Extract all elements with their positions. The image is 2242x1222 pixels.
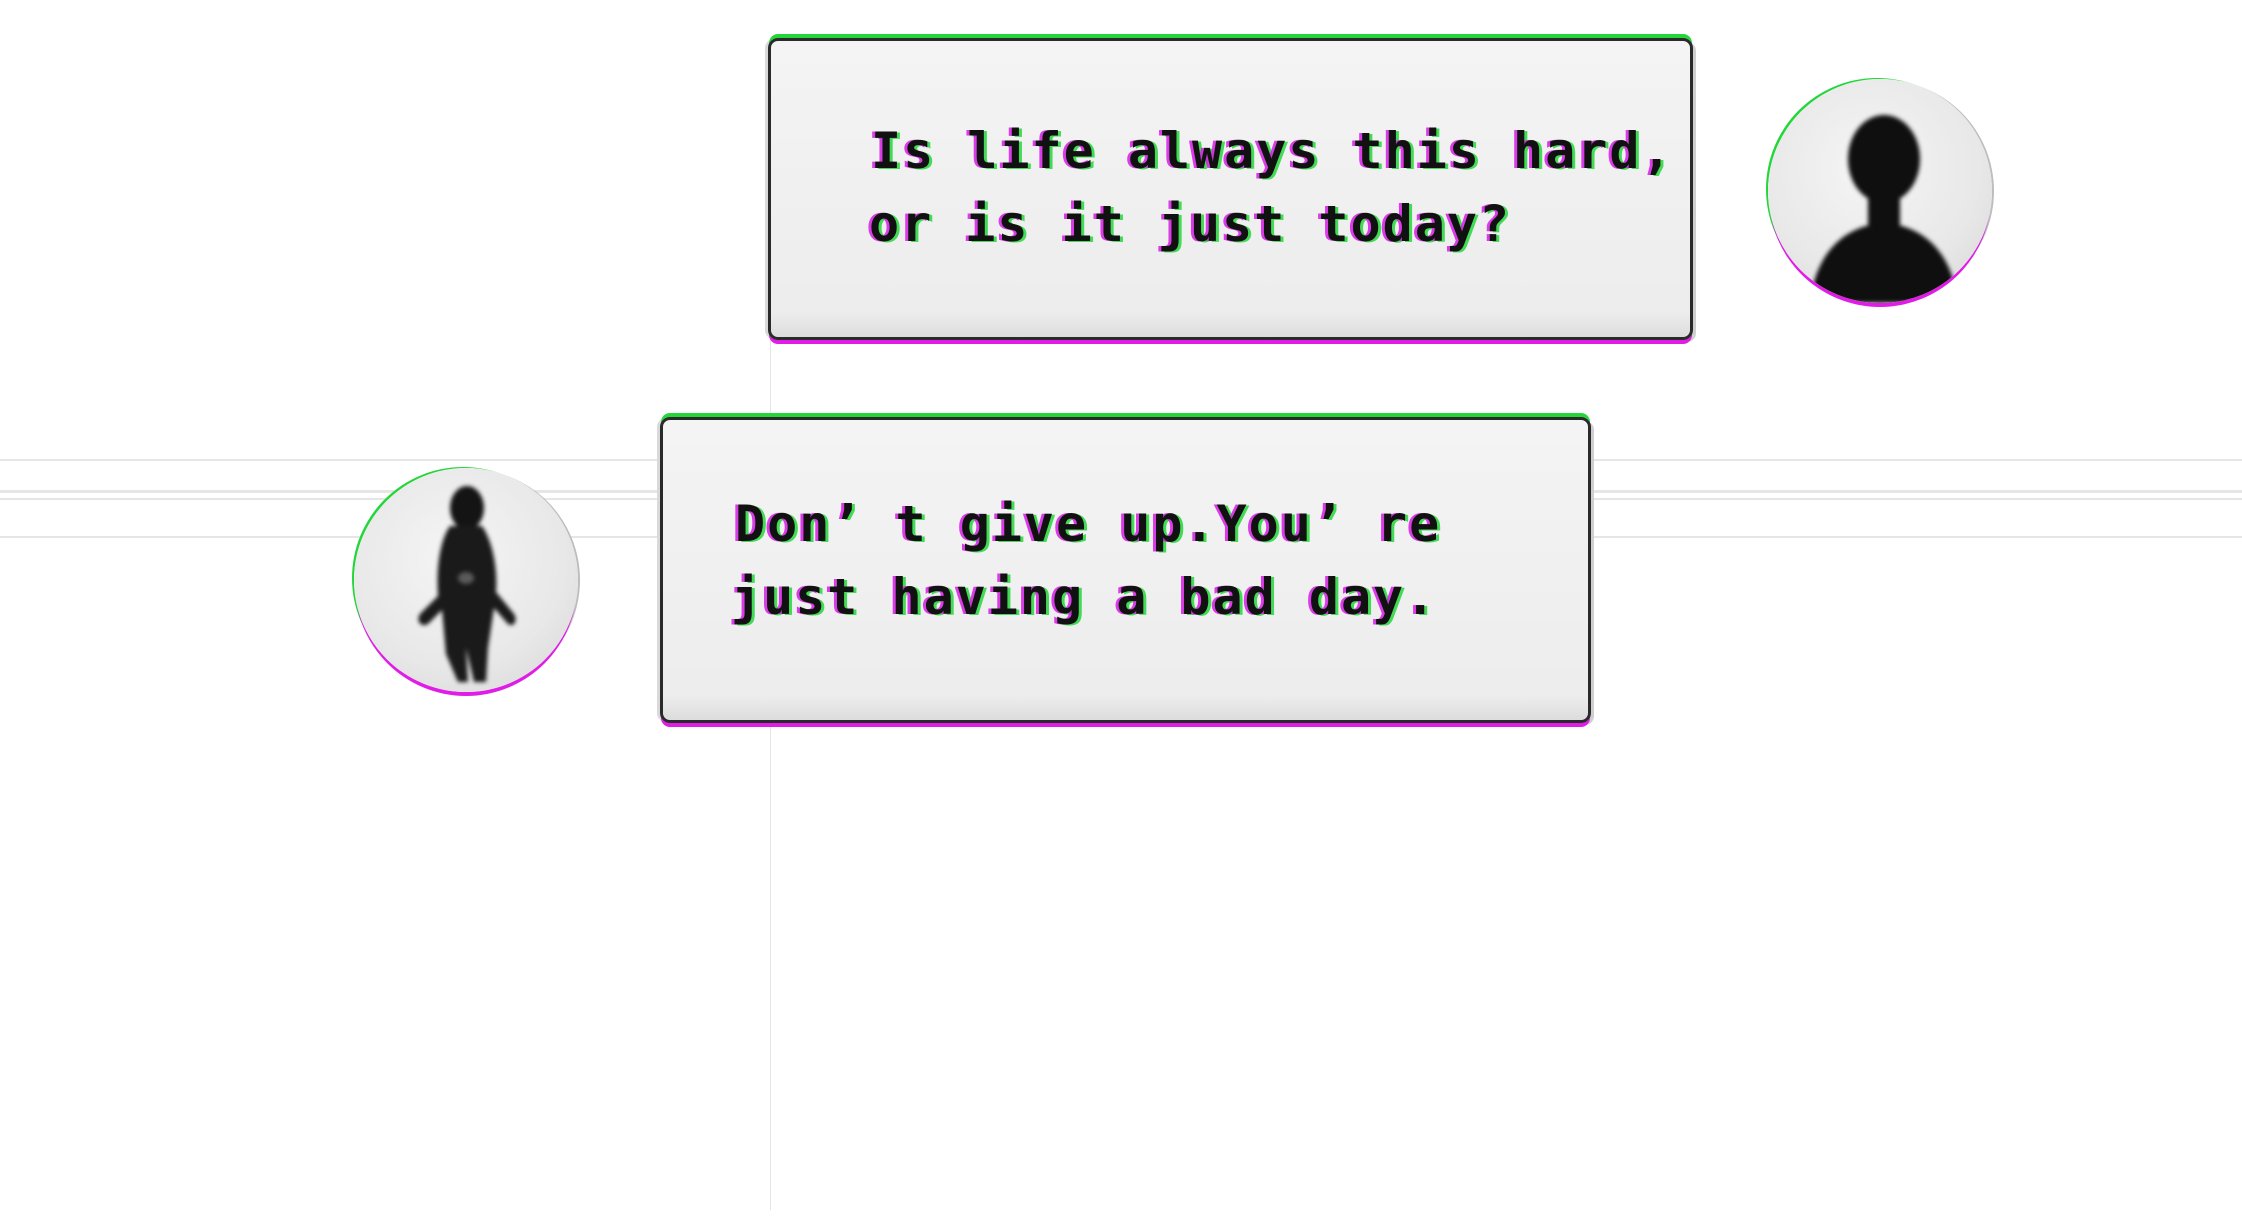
message-text-other-line-2: just having a bad day. (731, 568, 1438, 626)
avatar-other[interactable] (354, 468, 578, 692)
standing-figure-silhouette-icon (354, 468, 578, 692)
person-silhouette-icon (1768, 79, 1992, 303)
message-bubble-self (768, 38, 1693, 340)
message-text-other-line-1: Don’ t give up.You’ re (735, 495, 1442, 553)
message-text-self-line-2: or is it just today? (869, 195, 1512, 253)
avatar-self[interactable] (1768, 79, 1992, 303)
message-bubble-other (660, 417, 1591, 723)
message-text-self-line-1: Is life always this hard, (871, 122, 1674, 180)
